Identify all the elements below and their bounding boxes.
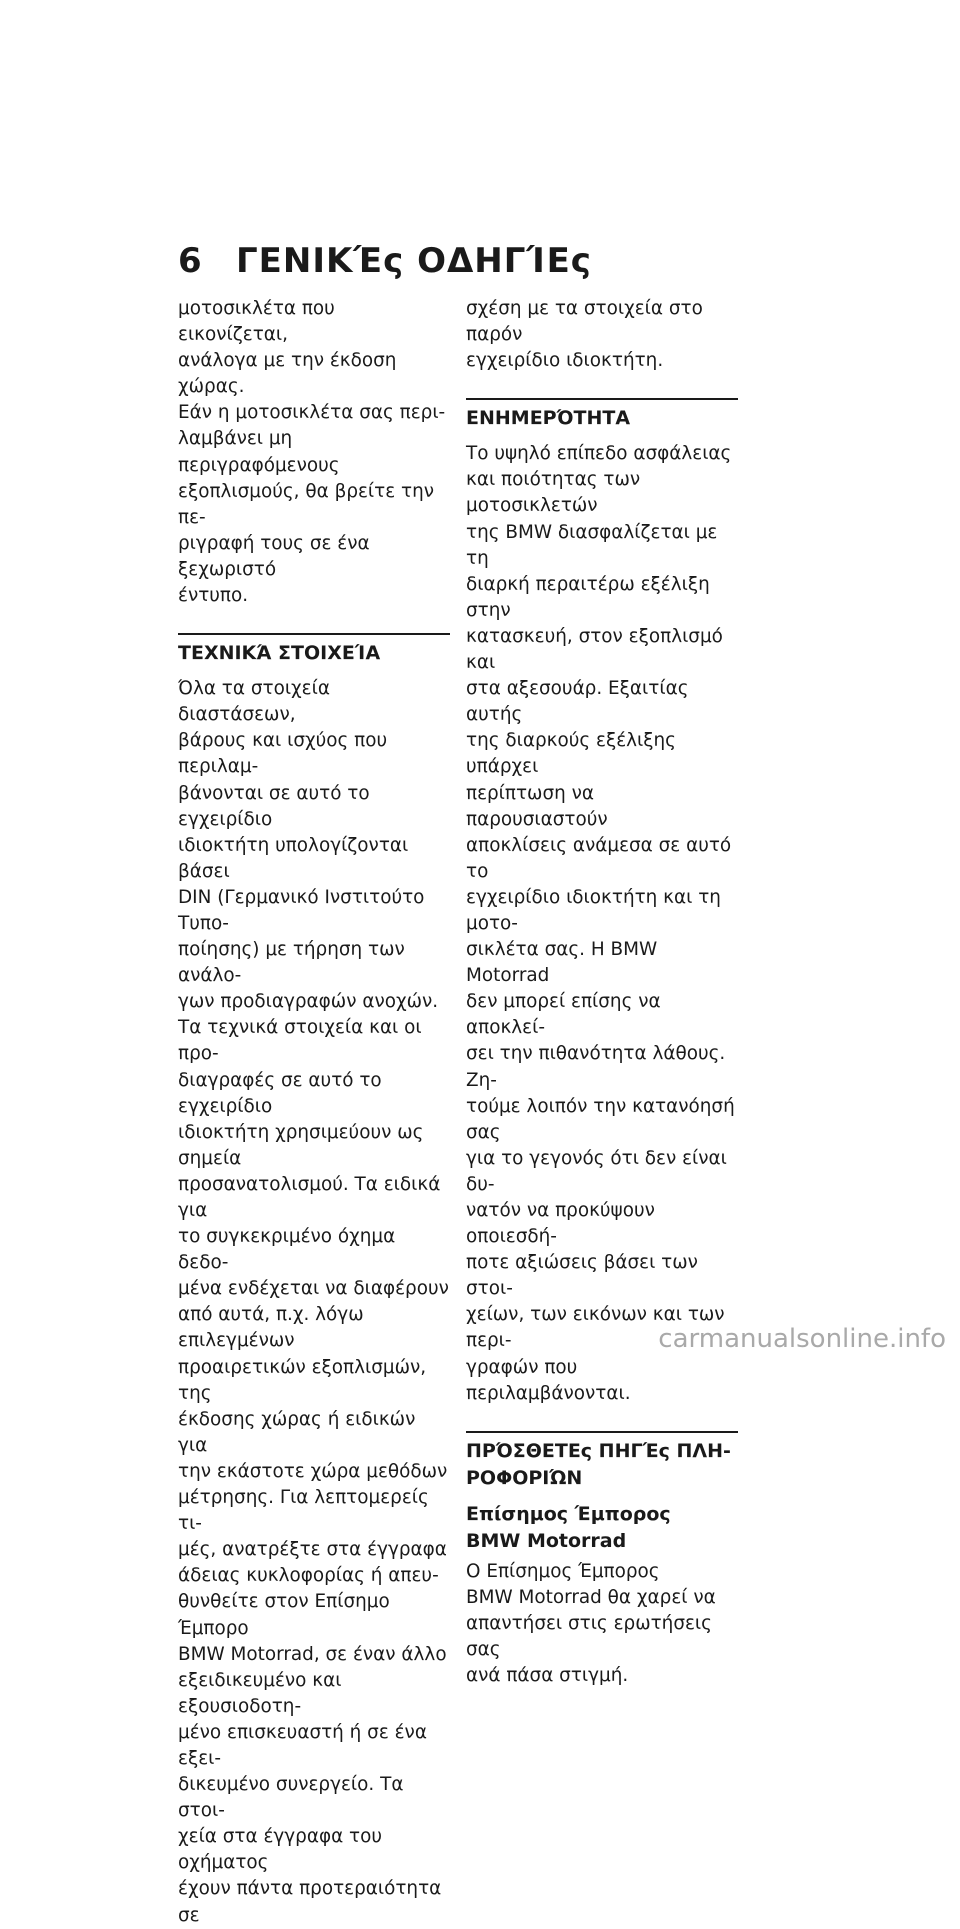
technical-data-section — [178, 633, 450, 1929]
watermark-text: carmanualsonline.info — [658, 1324, 946, 1354]
right-intro-paragraph: σχέση με τα στοιχεία στο παρόν εγχειρίδιο ιδιοκτήτη. — [466, 298, 703, 372]
left-intro-paragraph: μοτοσικλέτα που εικονίζεται, ανάλογα με την έκδοση χώρας. Εάν η μοτοσικλέτα σας περι- λαμβάνει μη περιγραφόμενους εξοπλισμούς, θα βρείτε την πε- ριγραφή τους σε ένα ξεχωριστό έντυπο. — [178, 298, 446, 607]
left-column — [178, 296, 450, 1929]
page-title — [178, 241, 592, 281]
technical-data-paragraph-1: Όλα τα στοιχεία διαστάσεων, βάρους και ισχύος που περιλαμ- βάνονται σε αυτό το εγχειρίδιο ιδιοκτήτη υπολογίζονται βάσει DIN (Γερμανικό Ινστιτούτο Τυπο- ποίησης) με τήρηση των ανάλο- γων προδιαγραφών ανοχών. — [178, 678, 439, 1013]
up-to-date-section — [466, 398, 738, 1406]
up-to-date-heading: ΕΝΗΜΕΡΌΤΗΤΑ — [466, 407, 631, 430]
chapter-title: ΓΕΝΙΚΈς ΟΔΗΓΊΕς — [236, 241, 592, 281]
additional-sources-section — [466, 1431, 738, 1689]
right-column — [466, 296, 738, 1689]
dealer-paragraph: Ο Επίσημος Έμπορος BMW Motorrad θα χαρεί να απαντήσει στις ερωτήσεις σας ανά πάσα στιγμή. — [466, 1560, 716, 1687]
chapter-number: 6 — [178, 241, 203, 281]
up-to-date-paragraph: Το υψηλό επίπεδο ασφάλειας και ποιότητας των μοτοσικλετών της BMW διασφαλίζεται με τη διαρκή περαιτέρω εξέλιξη στην κατασκευή, στον εξοπλισμό και στα αξεσουάρ. Εξαιτίας αυτής της διαρκούς εξέλιξης υπάρχει περίπτωση να παρουσιαστούν αποκλίσεις ανάμεσα σε αυτό το εγχειρίδιο ιδιοκτήτη και τη μοτο- σικλέτα σας. Η BMW Motorrad δεν μπορεί επίσης να αποκλεί- σει την πιθανότητα λάθους. Ζη- τούμε λοιπόν την κατανόησή σας για το γεγονός ότι δεν είναι δυ- νατόν να προκύψουν οποιεσδή- ποτε αξιώσεις βάσει των στοι- χείων, των εικόνων και των περι- γραφών που περιλαμβάνονται. — [466, 443, 735, 1404]
technical-data-paragraph-2: Τα τεχνικά στοιχεία και οι προ- διαγραφές σε αυτό το εγχειρίδιο ιδιοκτήτη χρησιμεύουν ως σημεία προσανατολισμού. Τα ειδικά για το συγκεκριμένο όχημα δεδο- μένα ενδέχεται να διαφέρουν από αυτά, π.χ. λόγω επιλεγμένων προαιρετικών εξοπλισμών, της έκδοσης χώρας ή ειδικών για την εκάστοτε χώρα μεθόδων μέτρησης. Για λεπτομερείς τι- μές, ανατρέξτε στα έγγραφα άδειας κυκλοφορίας ή απευ- θυνθείτε στον Επίσημο Έμπορο BMW Motorrad, σε έναν άλλο εξειδικευμένο και εξουσιοδοτη- μένο επισκευαστή ή σε ένα εξει- δικευμένο συνεργείο. Τα στοι- χεία στα έγγραφα του οχήματος έχουν πάντα προτεραιότητα σε — [178, 1017, 449, 1926]
technical-data-heading: ΤΕΧΝΙΚΆ ΣΤΟΙΧΕΊΑ — [178, 642, 381, 665]
additional-sources-heading: ΠΡΌΣΘΕΤΕς ΠΗΓΈς ΠΛΗ- ΡΟΦΟΡΙΏΝ — [466, 1439, 731, 1489]
dealer-subheading: Επίσημος Έμπορος BMW Motorrad — [466, 1502, 671, 1552]
